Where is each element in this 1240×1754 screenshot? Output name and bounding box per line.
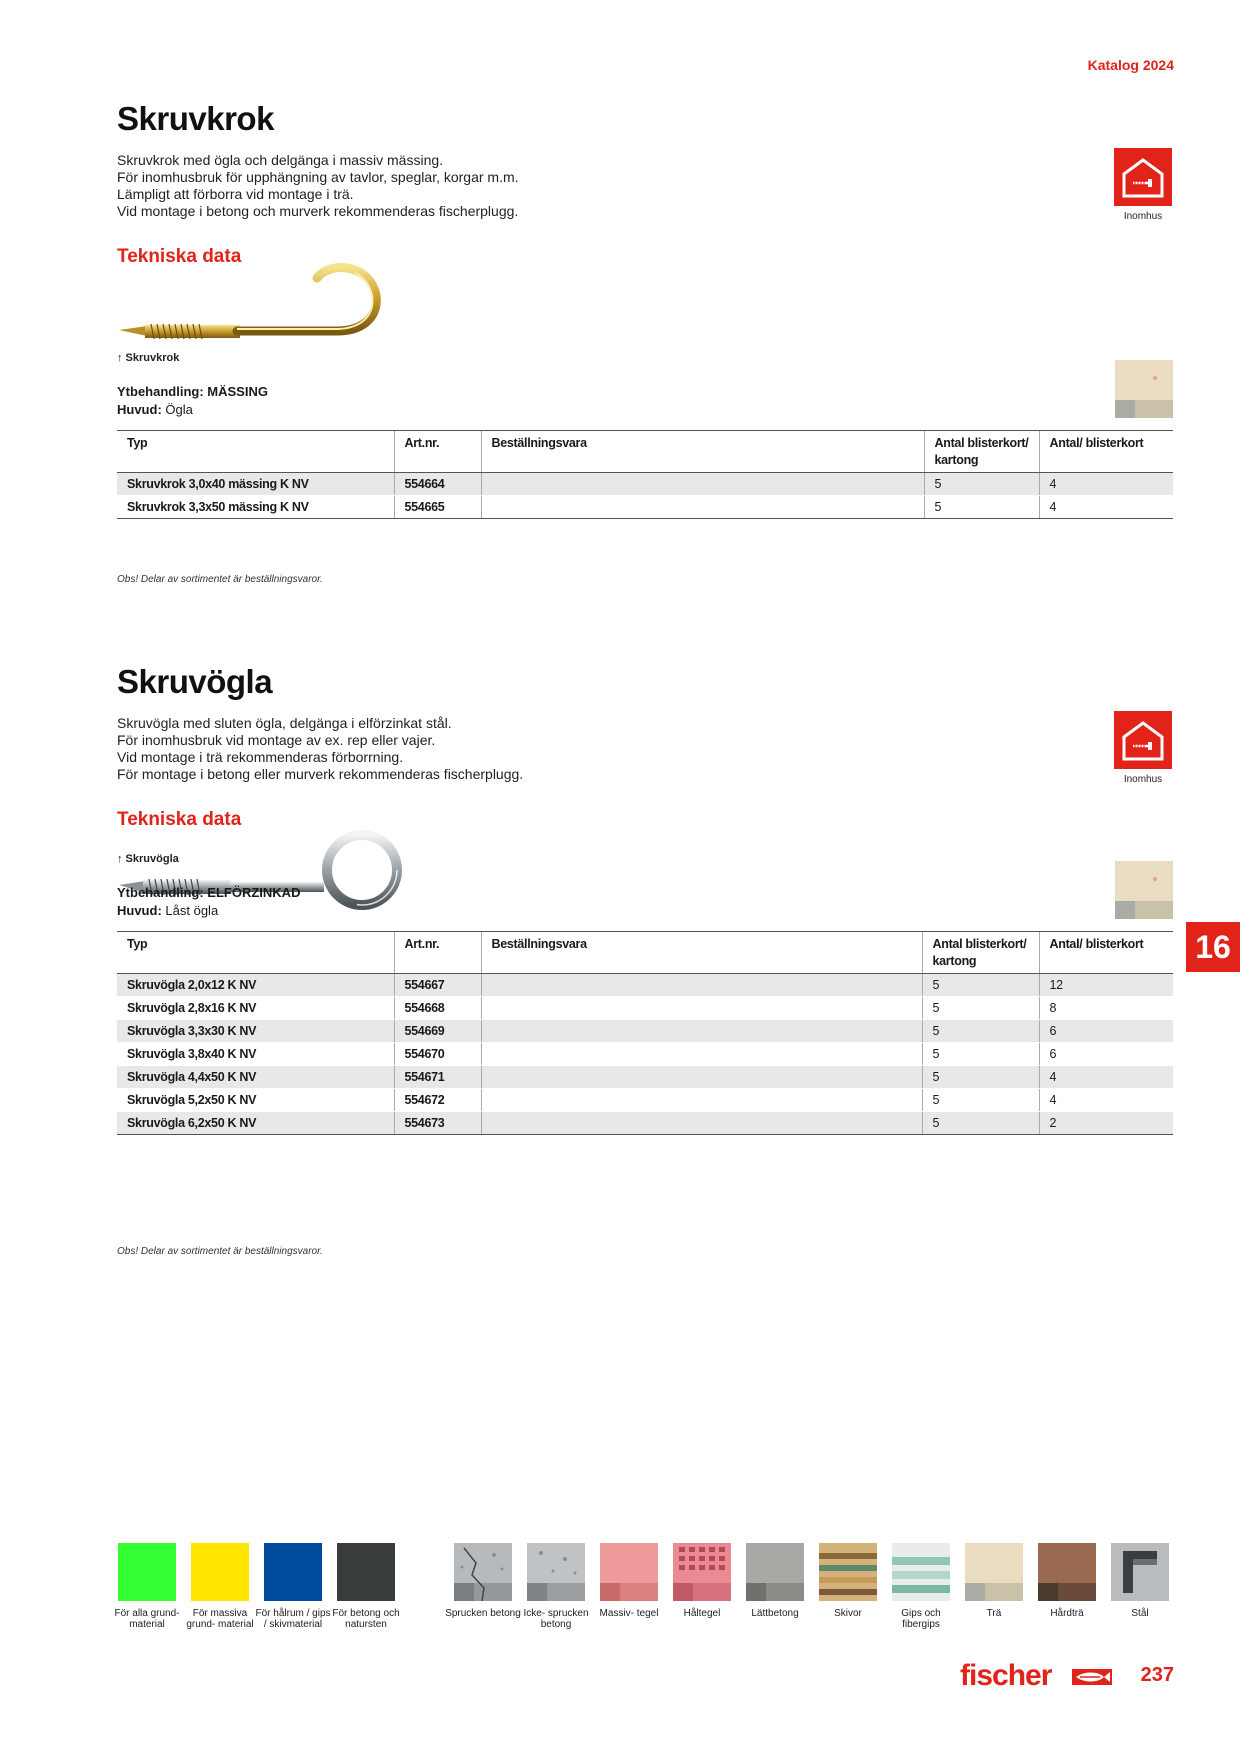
col-cards-per-box: Antal blisterkort/ kartong [924,431,1039,473]
material-solid-base: För massiva grund- material [190,1543,250,1630]
material-cracked-concrete: Sprucken betong [453,1543,513,1619]
material-hollow-brick: Håltegel [672,1543,732,1619]
fischer-fish-icon [1072,1669,1112,1685]
tech-heading: Tekniska data [117,246,242,267]
col-type: Typ [117,431,394,473]
catalog-label: Katalog 2024 [1087,57,1174,73]
image-caption: ↑ Skruvkrok [117,352,180,364]
material-uncracked-concrete: Icke- sprucken betong [526,1543,586,1630]
material-solid-brick: Massiv- tegel [599,1543,659,1619]
cracked-concrete-icon [454,1543,512,1601]
product-table [117,931,1173,1135]
screw-eye-image [117,823,427,938]
spec-block: Ytbehandling: MÄSSING Huvud: Ögla [117,384,268,417]
indoor-label: Inomhus [1123,211,1163,222]
wood-icon [965,1543,1023,1601]
table-row: Skruvögla 6,2x50 K NV 554673 5 2 [117,1112,1173,1135]
product-description: Skruvkrok med ögla och delgänga i massiv mässing. För inomhusbruk för upphängning av tavlor, speglar, korgar m.m. Lämpligt att förborra vid montage i trä. Vid montage i betong och murverk rekommenderas fischerplugg. [117,152,519,219]
material-gypsum: Gips och fibergips [891,1543,951,1630]
material-hollow-board: För hålrum / gips / skivmaterial [263,1543,323,1630]
material-concrete-stone: För betong och natursten [336,1543,396,1630]
aerated-concrete-icon [746,1543,804,1601]
product-section-skruvogla [117,663,1173,1257]
blue-swatch-icon [264,1543,322,1601]
table-row: Skruvögla 5,2x50 K NV 554672 5 4 [117,1089,1173,1112]
head-value: Ögla [165,402,193,417]
surface-value: ELFÖRZINKAD [207,885,301,900]
surface-value: MÄSSING [207,384,268,399]
material-boards: Skivor [818,1543,878,1619]
page-number: 237 [1140,1664,1174,1686]
wood-material-icon [1115,360,1173,418]
table-row: Skruvögla 3,8x40 K NV 554670 5 6 [117,1043,1173,1066]
col-order-item: Beställningsvara [481,932,922,974]
col-type: Typ [117,932,394,974]
tech-heading: Tekniska data [117,809,242,830]
indoor-house-icon [1114,148,1172,206]
yellow-swatch-icon [191,1543,249,1601]
material-all-base: För alla grund- material [117,1543,177,1630]
table-row: Skruvögla 3,3x30 K NV 554669 5 6 [117,1020,1173,1043]
steel-icon [1111,1543,1169,1601]
material-hardwood: Hårdträ [1037,1543,1097,1619]
green-swatch-icon [118,1543,176,1601]
chapter-tab: 16 [1186,922,1240,972]
table-row: Skruvkrok 3,3x50 mässing K NV 554665 5 4 [117,496,1173,519]
table-row: Skruvögla 4,4x50 K NV 554671 5 4 [117,1066,1173,1089]
material-steel: Stål [1110,1543,1170,1619]
material-aerated-concrete: Lättbetong [745,1543,805,1619]
col-artnr: Art.nr. [394,932,481,974]
product-table [117,430,1173,519]
hardwood-icon [1038,1543,1096,1601]
solid-brick-icon [600,1543,658,1601]
head-value: Låst ögla [165,903,219,918]
indoor-badge [1113,711,1173,785]
boards-icon [819,1543,877,1601]
material-wood: Trä [964,1543,1024,1619]
table-row: Skruvögla 2,8x16 K NV 554668 5 8 [117,997,1173,1020]
product-title: Skruvögla [117,663,273,700]
gypsum-board-icon [892,1543,950,1601]
indoor-house-icon [1114,711,1172,769]
wood-material-icon [1115,861,1173,919]
indoor-badge [1113,148,1173,222]
materials-legend [114,1543,1173,1643]
product-title: Skruvkrok [117,100,274,137]
table-row: Skruvkrok 3,0x40 mässing K NV 554664 5 4 [117,473,1173,496]
concrete-icon [527,1543,585,1601]
product-section-skruvkrok [117,100,1173,585]
table-note: Obs! Delar av sortimentet är beställningsvaror. [117,574,323,585]
col-order-item: Beställningsvara [481,431,924,473]
hollow-brick-icon [673,1543,731,1601]
image-caption: ↑ Skruvögla [117,853,179,865]
col-qty-per-card: Antal/ blisterkort [1039,431,1173,473]
fischer-logo: fischer [960,1659,1052,1692]
indoor-label: Inomhus [1123,774,1163,785]
table-note: Obs! Delar av sortimentet är beställningsvaror. [117,1246,323,1257]
spec-block: Ytbehandling: ELFÖRZINKAD Huvud: Låst ögla [117,885,301,918]
product-description: Skruvögla med sluten ögla, delgänga i elförzinkat stål. För inomhusbruk vid montage av ex. rep eller vajer. Vid montage i trä rekommenderas förborrning. För montage i betong eller murverk rekommenderas fischerplugg. [117,715,524,782]
col-artnr: Art.nr. [394,431,481,473]
dark-swatch-icon [337,1543,395,1601]
table-row: Skruvögla 2,0x12 K NV 554667 5 12 [117,974,1173,997]
col-cards-per-box: Antal blisterkort/ kartong [922,932,1039,974]
col-qty-per-card: Antal/ blisterkort [1039,932,1173,974]
